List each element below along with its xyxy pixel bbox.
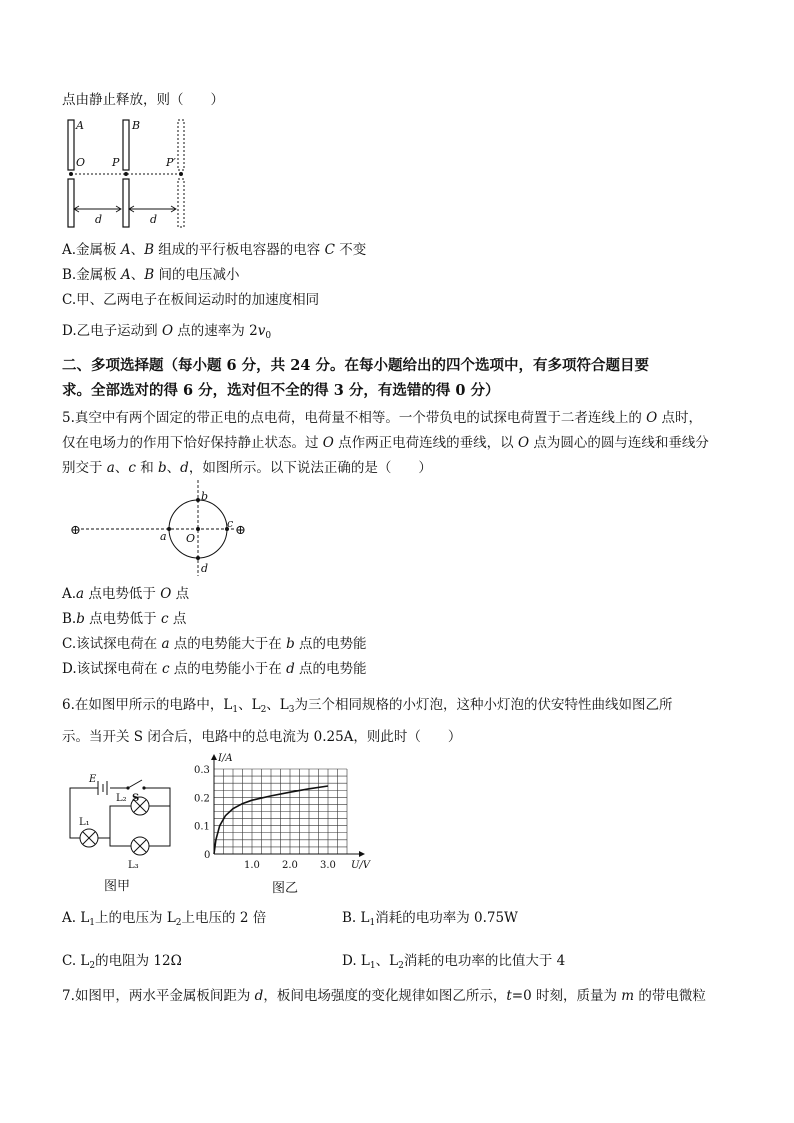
plate-b-bottom <box>123 179 129 227</box>
q6-option-a: A. $L_1$上的电压为 $L_2$上电压的 2 倍 <box>62 910 267 928</box>
label-O: O <box>76 156 86 169</box>
q5-option-c: C.该试探电荷在 a 点的电势能大于在 b 点的电势能 <box>62 636 367 652</box>
q4-option-d: D.乙电子运动到 O 点的速率为 $2v_0$ <box>62 323 272 341</box>
label-E: E <box>89 774 97 785</box>
q4-option-b: B.金属板 A、B 间的电压减小 <box>62 267 240 283</box>
origin-label: 0 <box>204 850 211 861</box>
q6-circuit-figure <box>62 770 187 895</box>
q5-figure <box>66 478 256 578</box>
label-L3: L₃ <box>128 860 139 871</box>
q4-option-c: C.甲、乙两电子在板间运动时的加速度相同 <box>62 292 320 308</box>
x-axis-label: U/V <box>351 860 371 871</box>
graph-caption: 图乙 <box>272 881 299 896</box>
q4-option-a: A.金属板 A、B 组成的平行板电容器的电容 C 不变 <box>62 242 367 258</box>
q5-option-d: D.该试探电荷在 c 点的电势能小于在 d 点的电势能 <box>62 661 367 677</box>
label-c: c <box>227 517 234 530</box>
q4-figure <box>60 115 200 230</box>
label-A: A <box>76 119 84 132</box>
q5-stem-line1: 5.真空中有两个固定的带正电的点电荷，电荷量不相等。一个带负电的试探电荷置于二者连线上的 O 点时， <box>62 410 703 426</box>
x-tick-label: 1.0 <box>244 860 260 871</box>
y-axis-arrow <box>211 754 217 760</box>
q5-option-b: B.b 点电势低于 c 点 <box>62 611 187 627</box>
label-P-prime: P′ <box>166 156 176 169</box>
label-a: a <box>160 530 167 543</box>
q5-stem-line3: 别交于 a、c 和 b、d，如图所示。以下说法正确的是（ ） <box>62 460 432 476</box>
label-d2: d <box>150 213 158 226</box>
positive-charge-left: ⊕ <box>70 523 81 538</box>
label-d: d <box>201 562 209 575</box>
plate-a-bottom <box>68 179 74 227</box>
plate-b-top <box>123 120 129 170</box>
label-L2: L₂ <box>116 793 127 804</box>
label-P: P <box>112 156 120 169</box>
label-d1: d <box>95 213 103 226</box>
q5-stem-line2: 仅在电场力的作用下恰好保持静止状态。过 O 点作两正电荷连线的垂线，以 O 点为圆心的圆与连线和垂线分 <box>62 435 709 451</box>
circuit-caption: 图甲 <box>104 879 131 894</box>
q6-option-c: C. $L_2$的电阻为 12Ω <box>62 953 182 971</box>
y-tick-label: 0.3 <box>194 765 210 776</box>
label-S: S <box>132 793 140 804</box>
label-L1: L₁ <box>79 817 90 828</box>
q6-option-b: B. $L_1$消耗的电功率为 0.75W <box>342 910 518 928</box>
section2-title-line2: 求。全部选对的得 6 分，选对但不全的得 3 分，有选错的得 0 分） <box>62 382 500 399</box>
q4-stem-tail: 点由静止释放，则（ ） <box>62 92 224 108</box>
q7-stem-line1: 7.如图甲，两水平金属板间距为 d，板间电场强度的变化规律如图乙所示，t=0 时刻，质量为 m 的带电微粒 <box>62 988 706 1004</box>
x-axis-arrow <box>359 851 365 857</box>
label-O: O <box>186 532 196 545</box>
x-tick-label: 2.0 <box>282 860 298 871</box>
label-B: B <box>132 119 141 132</box>
q6-iv-chart <box>190 752 380 897</box>
q6-stem-line1: 6.在如图甲所示的电路中，$L_1$、$L_2$、$L_3$为三个相同规格的小灯泡，这种小灯泡的伏安特性曲线如图乙所 <box>62 697 673 715</box>
label-b: b <box>201 490 209 503</box>
q6-stem-line2: 示。当开关 S 闭合后，电路中的总电流为 0.25A，则此时（ ） <box>62 729 462 745</box>
y-tick-label: 0.1 <box>194 821 210 833</box>
x-tick-label: 3.0 <box>320 860 336 871</box>
plate-a-top <box>68 120 74 170</box>
q6-option-d: D. $L_1$、$L_2$消耗的电功率的比值大于 4 <box>342 953 566 971</box>
y-axis-label: I/A <box>218 753 233 764</box>
y-tick-label: 0.2 <box>194 793 210 805</box>
plate-dashed-top <box>178 120 184 170</box>
plate-dashed-bottom <box>178 179 184 227</box>
q5-option-a: A.a 点电势低于 O 点 <box>62 586 190 602</box>
positive-charge-right: ⊕ <box>235 523 246 538</box>
section2-title-line1: 二、多项选择题（每小题 6 分，共 24 分。在每小题给出的四个选项中，有多项符合题目要 <box>62 357 649 374</box>
